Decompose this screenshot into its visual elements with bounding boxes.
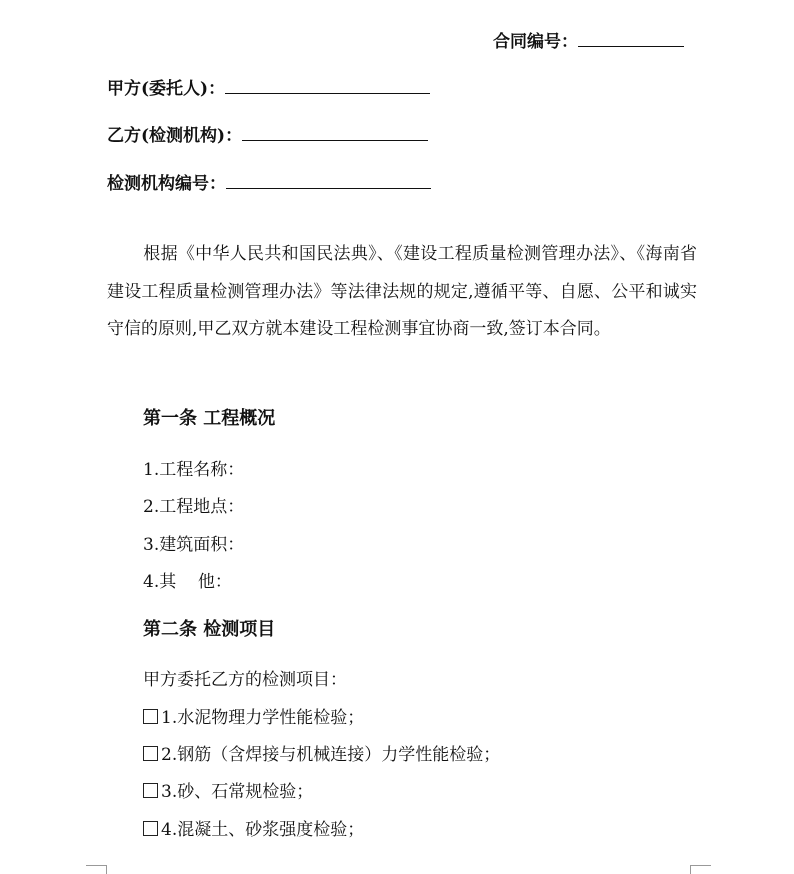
- section-2-title: 第二条 检测项目: [143, 619, 276, 640]
- party-b-label: 乙方(检测机构)：: [107, 126, 243, 146]
- checkbox-label: 4.混凝土、砂浆强度检验；: [161, 820, 365, 840]
- party-a-blank[interactable]: [225, 79, 430, 94]
- section-2-intro: 甲方委托乙方的检测项目：: [143, 670, 347, 690]
- contract-number-blank[interactable]: [578, 32, 684, 47]
- checkbox-label: 3.砂、石常规检验；: [161, 782, 314, 802]
- party-b-blank[interactable]: [242, 126, 428, 141]
- checkbox[interactable]: [143, 783, 158, 798]
- checkbox-item: [143, 740, 500, 765]
- checkbox[interactable]: [143, 821, 158, 836]
- party-a-label: 甲方(委托人)：: [107, 79, 226, 99]
- contract-number-row: [493, 27, 684, 52]
- page-corner-mark-left: [86, 865, 107, 874]
- project-name-item: 1.工程名称：: [143, 460, 245, 480]
- checkbox-item: [143, 703, 364, 728]
- project-location-item: 2.工程地点：: [143, 497, 245, 517]
- agency-number-row: [107, 169, 431, 194]
- building-area-item: 3.建筑面积：: [143, 535, 245, 555]
- checkbox-item: [143, 777, 313, 802]
- other-item: 4.其 他：: [143, 572, 232, 592]
- checkbox-label: 2.钢筋（含焊接与机械连接）力学性能检验；: [161, 745, 501, 765]
- contract-number-label: 合同编号：: [493, 32, 578, 52]
- checkbox-item: [143, 815, 364, 840]
- agency-number-label: 检测机构编号：: [107, 174, 226, 194]
- agency-number-blank[interactable]: [226, 174, 431, 189]
- party-a-row: [107, 74, 430, 99]
- checkbox[interactable]: [143, 709, 158, 724]
- preamble-text: 根据《中华人民共和国民法典》、《建设工程质量检测管理办法》、《海南省建设工程质量检测管理办法》等法律法规的规定,遵循平等、自愿、公平和诚实守信的原则,甲乙双方就本建设工程检测事宜协商一致,签订本合同。: [107, 244, 697, 339]
- checkbox[interactable]: [143, 746, 158, 761]
- checkbox-label: 1.水泥物理力学性能检验；: [161, 708, 365, 728]
- page-corner-mark-right: [690, 865, 711, 874]
- section-1-title: 第一条 工程概况: [143, 408, 276, 429]
- party-b-row: [107, 121, 428, 146]
- preamble-paragraph: [107, 236, 697, 349]
